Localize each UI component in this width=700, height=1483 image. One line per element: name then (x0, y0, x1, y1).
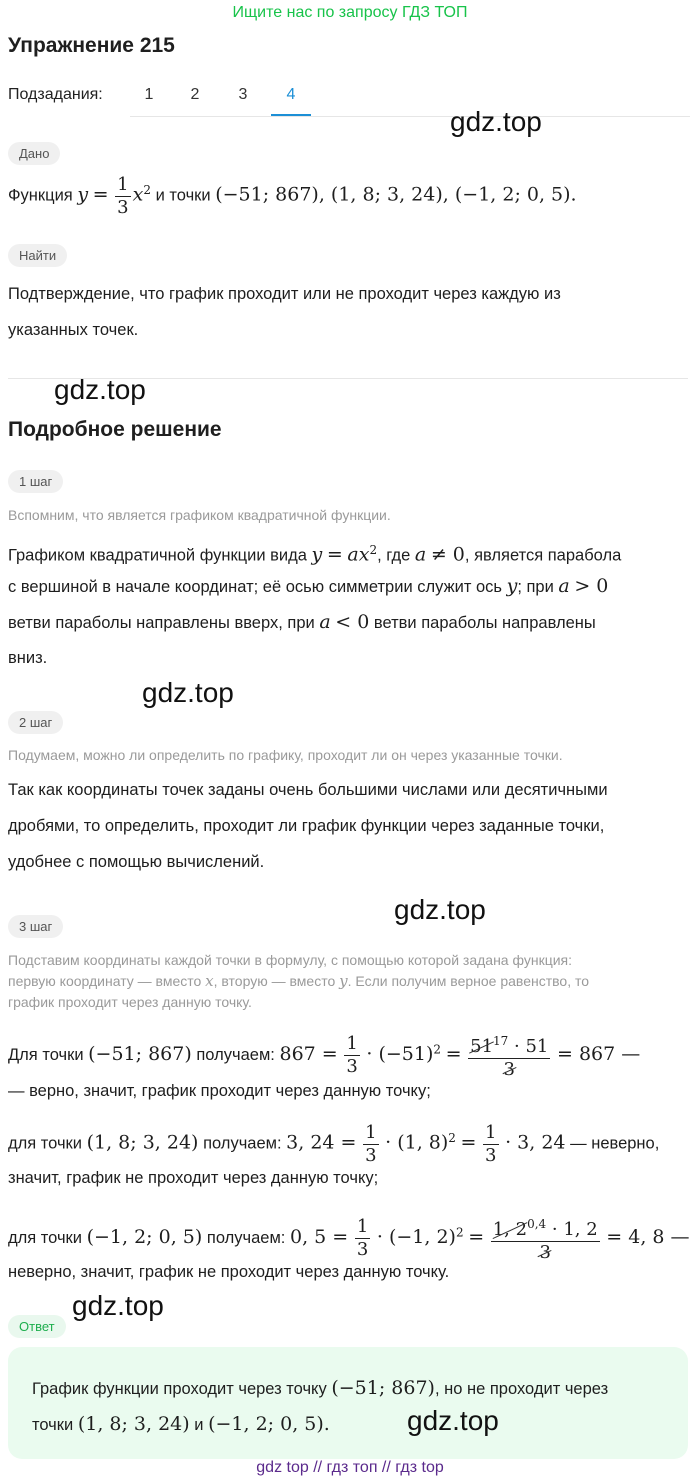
step2-badge: 2 шаг (8, 711, 63, 734)
solution-title: Подробное решение (8, 418, 222, 441)
calc1-point: (−51; 867) (88, 1042, 192, 1065)
calc1-text-b: получаем: (196, 1045, 275, 1064)
tab-4[interactable]: 4 (286, 86, 296, 103)
step1-line-2: с вершиной в начале координат; её осью симметрии служит ось y; при a > 0 (8, 575, 609, 597)
tab-2[interactable]: 2 (190, 86, 200, 103)
step3-hint-2: первую координату — вместо x, вторую — вместо y. Если получим верное равенство, то (8, 972, 590, 990)
answer-text-d: и (194, 1416, 204, 1434)
given-points: (−51; 867), (1, 8; 3, 24), (−1, 2; 0, 5). (215, 183, 577, 206)
given-badge: Дано (8, 142, 60, 165)
find-badge: Найти (8, 244, 67, 267)
step3-badge: 3 шаг (8, 915, 63, 938)
step2-line-2: дробями, то определить, проходит ли график функции через заданные точки, (8, 817, 605, 835)
page-title: Упражнение 215 (8, 34, 175, 57)
subtask-tabs (130, 76, 690, 117)
given-text: Функция y = $\frac{1}{3}$ $x^2$ и точки (−51; 867), (1, 8; 3, 24), (−1, 2; 0, 5). (8, 173, 577, 218)
answer-point-3: (−1, 2; 0, 5). (208, 1413, 330, 1435)
calc3-point: (−1, 2; 0, 5) (86, 1225, 203, 1248)
step1-text-c: , является парабола (464, 546, 622, 565)
step3-hint-2b: , вторую — вместо (213, 973, 336, 989)
calc2-text-a: для точки (8, 1134, 82, 1153)
step1-text-g: ветви параболы направлены (373, 614, 596, 632)
answer-text-a: График функции проходит через точку (32, 1380, 327, 1398)
step1-text-f: ветви параболы направлены вверх, при (8, 614, 315, 632)
step1-text-b: , где (377, 546, 411, 565)
find-line-2: указанных точек. (8, 321, 139, 339)
step2-line-1: Так как координаты точек заданы очень большими числами или десятичными (8, 781, 608, 799)
answer-line-1 (32, 1370, 608, 1407)
watermark: gdz.top (142, 677, 234, 708)
active-tab-indicator (271, 114, 311, 116)
step3-hint-2a: первую координату — вместо (8, 973, 202, 989)
step1-text-e: ; при (517, 578, 554, 596)
calc2-text-c: — неверно, (570, 1134, 660, 1153)
step1-line-3: ветви параболы направлены вверх, при a < 0 ветви параболы направлены (8, 611, 596, 633)
subtasks-label: Подзадания: (8, 86, 103, 103)
find-line-1: Подтверждение, что график проходит или не проходит через каждую из (8, 285, 561, 303)
calc-2-line-1: для точки (1, 8; 3, 24) получаем: 3, 24 = $\frac{1}{3}$ · (1, 8)$^2$ = $\frac{1}{3}$ · 3, 24 — неверно, (8, 1121, 660, 1166)
watermark: gdz.top (394, 894, 486, 925)
calc3-text-b: получаем: (206, 1228, 286, 1247)
step1-text-a: Графиком квадратичной функции вида (8, 546, 307, 565)
step1-line-1: Графиком квадратичной функции вида $y = ax^2$, где a ≠ 0, является парабола (8, 543, 622, 566)
calc2-point: (1, 8; 3, 24) (86, 1131, 199, 1154)
step2-line-3: удобнее с помощью вычислений. (8, 853, 265, 871)
answer-point-2: (1, 8; 3, 24) (77, 1413, 190, 1435)
given-mid: и точки (155, 186, 211, 205)
answer-point-1: (−51; 867) (331, 1377, 435, 1399)
calc3-text-a: для точки (8, 1228, 82, 1247)
watermark: gdz.top (54, 374, 146, 405)
given-prefix: Функция (8, 186, 73, 205)
calc-1-line-1: Для точки (−51; 867) получаем: 867 = $\frac{1}{3}$ · $(-51)^2$ = $\frac{51^{17} \cdot 51}{3}$ = 867 — (8, 1030, 640, 1081)
step3-hint-3: график проходит через данную точку. (8, 994, 252, 1010)
step1-badge: 1 шаг (8, 470, 63, 493)
step1-line-4: вниз. (8, 649, 48, 667)
answer-text-c: точки (32, 1416, 74, 1434)
calc2-text-b: получаем: (203, 1134, 282, 1153)
calc-2-line-2: значит, график не проходит через данную точку; (8, 1169, 379, 1187)
watermark: gdz.top (407, 1405, 499, 1436)
watermark: gdz.top (450, 106, 542, 137)
watermark: gdz.top (72, 1290, 164, 1321)
footer-links[interactable]: gdz top // гдз топ // гдз top (256, 1459, 444, 1476)
tab-3[interactable]: 3 (238, 86, 248, 103)
calc1-text-a: Для точки (8, 1045, 84, 1064)
promo-banner[interactable]: Ищите нас по запросу ГДЗ ТОП (232, 4, 468, 21)
calc-3-line-1: для точки (−1, 2; 0, 5) получаем: 0, 5 = $\frac{1}{3}$ · (−1, 2)$^2$ = $\frac{1, 2^{0,4} \cdot 1, 2}{3}$ = 4, 8 — (8, 1213, 690, 1264)
step3-hint-2c: . Если получим верное равенство, то (347, 973, 590, 989)
step2-hint: Подумаем, можно ли определить по графику, проходит ли он через указанные точки. (8, 747, 563, 763)
calc-3-line-2: неверно, значит, график не проходит через данную точку. (8, 1263, 450, 1281)
step1-text-d: с вершиной в начале координат; её осью симметрии служит ось (8, 578, 502, 596)
step3-hint-1: Подставим координаты каждой точки в формулу, с помощью которой задана функция: (8, 952, 573, 968)
answer-line-2 (32, 1406, 330, 1443)
calc-1-line-2: — верно, значит, график проходит через данную точку; (8, 1082, 431, 1100)
answer-text-b: , но не проходит через (434, 1380, 609, 1398)
step1-hint: Вспомним, что является графиком квадратичной функции. (8, 507, 391, 523)
tab-1[interactable]: 1 (144, 86, 154, 103)
answer-badge: Ответ (8, 1315, 66, 1338)
